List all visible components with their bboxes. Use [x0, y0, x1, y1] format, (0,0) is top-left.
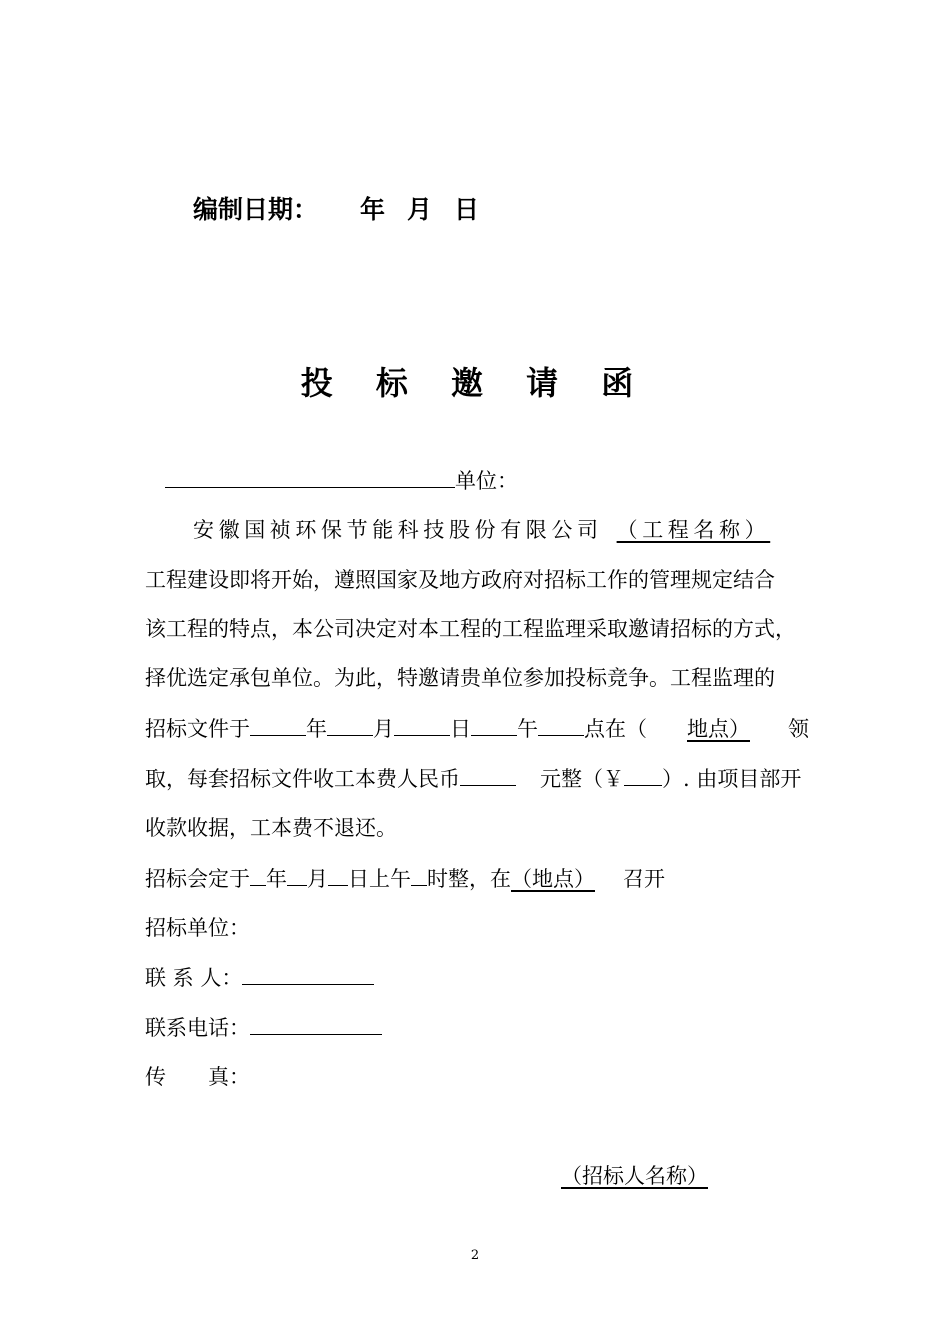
doc-place: 地点） — [687, 717, 750, 741]
contact-phone-line — [145, 1012, 382, 1043]
meeting-place: （地点） — [511, 867, 595, 891]
compile-date-label: 编制日期： — [193, 195, 319, 224]
fee-rmb-blank — [624, 763, 662, 786]
doc-day-label: 日 — [450, 717, 471, 741]
date-day: 日 — [454, 195, 480, 224]
meeting-month-label: 月 — [307, 867, 328, 891]
meeting-year-label: 年 — [266, 867, 287, 891]
meeting-day-label: 日上午 — [348, 867, 411, 891]
doc-date-label: 招标文件于 — [145, 717, 250, 741]
tender-unit-line — [145, 913, 250, 943]
body-line-1 — [193, 515, 776, 545]
contact-phone-blank — [250, 1012, 382, 1035]
compile-date-line — [193, 190, 479, 226]
body-line-6 — [145, 763, 801, 794]
fee-tail: ）. 由项目部开 — [662, 767, 802, 791]
doc-year-label: 年 — [306, 717, 327, 741]
addressee-line — [165, 465, 518, 496]
doc-noon-label: 午 — [517, 717, 538, 741]
contact-phone-label: 联系电话： — [145, 1016, 250, 1040]
meeting-month-blank — [287, 863, 307, 886]
fee-blank — [460, 763, 516, 786]
date-year: 年 — [360, 195, 386, 224]
doc-collect-label: 领 — [788, 717, 809, 741]
body-line-2: 工程建设即将开始，遵照国家及地方政府对招标工作的管理规定结合 — [145, 568, 775, 592]
fax-label-part1: 传 — [145, 1065, 166, 1089]
meeting-time-label: 时整，在 — [427, 867, 511, 891]
meeting-line — [145, 863, 665, 894]
body-line-3: 该工程的特点，本公司决定对本工程的工程监理采取邀请招标的方式， — [145, 617, 796, 641]
contact-person-label: 联 系 人： — [145, 966, 243, 990]
doc-hour-label: 点在（ — [584, 717, 647, 741]
page-number: 2 — [470, 1248, 480, 1263]
meeting-time-blank — [411, 863, 427, 886]
meeting-day-blank — [328, 863, 348, 886]
contact-person-line — [145, 962, 374, 993]
meeting-open-label: 召开 — [623, 867, 665, 891]
doc-month-label: 月 — [373, 717, 394, 741]
addressee-blank — [165, 465, 455, 488]
company-name: 安徽国祯环保节能科技股份有限公司 — [193, 518, 603, 542]
doc-month-blank — [327, 713, 373, 736]
body-line-5 — [145, 713, 809, 744]
doc-noon-blank — [471, 713, 517, 736]
document-title: 投 标 邀 请 函 — [300, 364, 650, 402]
fee-label: 取，每套招标文件收工本费人民币 — [145, 767, 460, 791]
meeting-label: 招标会定于 — [145, 867, 250, 891]
project-name: （工程名称） — [616, 518, 771, 542]
date-month: 月 — [407, 195, 433, 224]
tenderer-name: （招标人名称） — [561, 1164, 708, 1188]
doc-hour-blank — [538, 713, 584, 736]
doc-day-blank — [394, 713, 450, 736]
tender-unit-label: 招标单位： — [145, 916, 250, 940]
doc-year-blank — [250, 713, 306, 736]
fee-yuan-label: 元整（￥ — [540, 767, 624, 791]
contact-person-blank — [242, 962, 374, 985]
meeting-year-blank — [250, 863, 266, 886]
addressee-suffix: 单位： — [455, 469, 518, 493]
fax-line — [145, 1062, 250, 1092]
body-line-4: 择优选定承包单位。为此，特邀请贵单位参加投标竞争。工程监理的 — [145, 666, 775, 690]
body-line-7: 收款收据，工本费不退还。 — [145, 816, 397, 840]
fax-label-part2: 真： — [208, 1065, 250, 1089]
